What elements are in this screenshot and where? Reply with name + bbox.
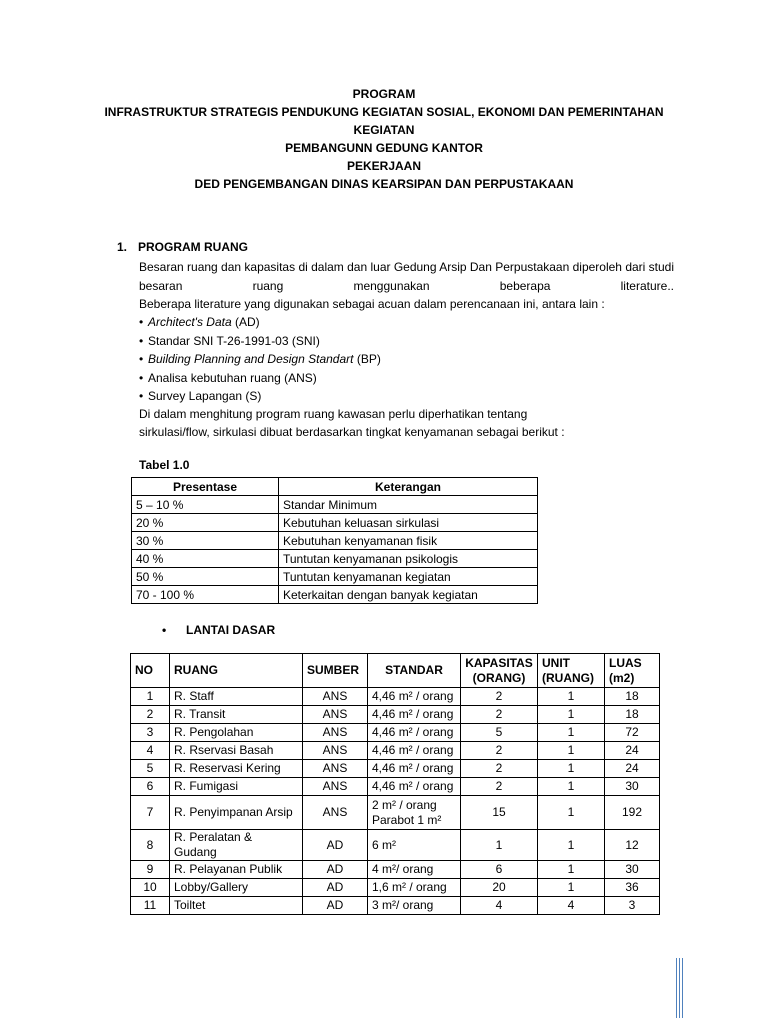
cell-sumber: ANS — [303, 778, 368, 796]
table-row — [132, 550, 538, 568]
standar-line-1: 2 m² / orang — [372, 797, 437, 812]
bullet-glyph: • — [139, 334, 144, 348]
cell-luas: 192 — [605, 796, 660, 830]
cell-unit: 1 — [538, 688, 605, 706]
cell-kapasitas: 1 — [461, 830, 538, 861]
table-1-caption: Tabel 1.0 — [139, 458, 190, 472]
table-row — [131, 879, 660, 897]
cell-sumber: ANS — [303, 796, 368, 830]
section-1-heading — [117, 240, 248, 254]
cell-ruang: R. Rservasi Basah — [170, 742, 303, 760]
table-row — [131, 897, 660, 915]
table-row — [132, 568, 538, 586]
cell-no: 7 — [131, 796, 170, 830]
cell-kapasitas: 2 — [461, 778, 538, 796]
cell-luas: 72 — [605, 724, 660, 742]
cell-presentase: 70 - 100 % — [132, 586, 279, 604]
cell-standar: 1,6 m² / orang — [368, 879, 461, 897]
literature-bullet-1 — [139, 313, 260, 332]
header-line-kegiatan: KEGIATAN — [353, 123, 415, 137]
bullet-italic-text: Building Planning and Design Standart — [148, 352, 354, 366]
header-luas-line-2: (m2) — [609, 670, 635, 685]
table-row — [131, 688, 660, 706]
table-row — [131, 778, 660, 796]
section-1-paragraph-3-line-2: sirkulasi/flow, sirkulasi dibuat berdasarkan tingkat kenyamanan sebagai berikut : — [139, 425, 565, 439]
cell-unit: 1 — [538, 879, 605, 897]
cell-sumber: AD — [303, 897, 368, 915]
table-row — [131, 760, 660, 778]
literature-bullet-4 — [139, 369, 317, 388]
cell-sumber: ANS — [303, 760, 368, 778]
cell-no: 6 — [131, 778, 170, 796]
cell-ruang: R. Staff — [170, 688, 303, 706]
cell-kapasitas: 15 — [461, 796, 538, 830]
cell-no: 11 — [131, 897, 170, 915]
table-row — [131, 796, 660, 830]
bullet-glyph: • — [162, 623, 167, 637]
cell-keterangan: Standar Minimum — [279, 496, 538, 514]
literature-bullet-2 — [139, 332, 320, 351]
header-line-program-name: INFRASTRUKTUR STRATEGIS PENDUKUNG KEGIATAN SOSIAL, EKONOMI DAN PEMERINTAHAN — [104, 105, 664, 119]
cell-ruang: R. Transit — [170, 706, 303, 724]
cell-luas: 30 — [605, 861, 660, 879]
header-line-pekerjaan-name: DED PENGEMBANGAN DINAS KEARSIPAN DAN PERPUSTAKAAN — [194, 177, 574, 191]
cell-no: 8 — [131, 830, 170, 861]
cell-unit: 1 — [538, 724, 605, 742]
table-row — [132, 586, 538, 604]
cell-no: 4 — [131, 742, 170, 760]
cell-standar: 6 m² — [368, 830, 461, 861]
header-line-kegiatan-name: PEMBANGUNN GEDUNG KANTOR — [285, 141, 483, 155]
cell-unit: 1 — [538, 861, 605, 879]
bullet-text: Survey Lapangan (S) — [148, 389, 262, 403]
cell-ruang: R. Penyimpanan Arsip — [170, 796, 303, 830]
header-unit-line-2: (RUANG) — [542, 670, 594, 685]
table-row — [131, 742, 660, 760]
column-header-presentase: Presentase — [132, 478, 279, 496]
column-header-no: NO — [131, 654, 170, 688]
cell-luas: 18 — [605, 706, 660, 724]
table-row — [131, 706, 660, 724]
room-program-table — [130, 653, 660, 915]
cell-presentase: 20 % — [132, 514, 279, 532]
cell-kapasitas: 5 — [461, 724, 538, 742]
bullet-glyph: • — [139, 352, 144, 366]
column-header-luas — [605, 654, 660, 688]
cell-presentase: 30 % — [132, 532, 279, 550]
header-kapasitas-line-2: (ORANG) — [472, 670, 526, 685]
cell-keterangan: Kebutuhan keluasan sirkulasi — [279, 514, 538, 532]
header-line-program: PROGRAM — [352, 87, 416, 101]
column-header-kapasitas — [461, 654, 538, 688]
cell-standar: 4,46 m² / orang — [368, 778, 461, 796]
cell-no: 3 — [131, 724, 170, 742]
cell-luas: 12 — [605, 830, 660, 861]
cell-sumber: AD — [303, 879, 368, 897]
cell-unit: 1 — [538, 706, 605, 724]
cell-ruang: Lobby/Gallery — [170, 879, 303, 897]
cell-kapasitas: 2 — [461, 706, 538, 724]
cell-unit: 1 — [538, 830, 605, 861]
decoration-line — [679, 958, 680, 1018]
section-1-paragraph-1-line-1: Besaran ruang dan kapasitas di dalam dan luar Gedung Arsip Dan Perpustakaan diperoleh dari studi — [139, 260, 675, 274]
section-1-paragraph-2: Beberapa literature yang digunakan sebagai acuan dalam perencanaan ini, antara lain : — [139, 297, 605, 311]
cell-keterangan: Kebutuhan kenyamanan fisik — [279, 532, 538, 550]
header-luas-line-1: LUAS — [609, 655, 642, 670]
cell-keterangan: Tuntutan kenyamanan psikologis — [279, 550, 538, 568]
table-row — [132, 496, 538, 514]
cell-ruang: R. Pelayanan Publik — [170, 861, 303, 879]
cell-unit: 1 — [538, 742, 605, 760]
cell-ruang: R. Reservasi Kering — [170, 760, 303, 778]
cell-standar: 4,46 m² / orang — [368, 742, 461, 760]
bullet-glyph: • — [139, 315, 144, 329]
section-1-number: 1. — [117, 240, 128, 254]
section-1-paragraph-3-line-1: Di dalam menghitung program ruang kawasan perlu diperhatikan tentang — [139, 407, 528, 421]
cell-luas: 18 — [605, 688, 660, 706]
cell-sumber: AD — [303, 861, 368, 879]
cell-kapasitas: 2 — [461, 688, 538, 706]
cell-unit: 1 — [538, 796, 605, 830]
column-header-unit — [538, 654, 605, 688]
cell-standar: 4,46 m² / orang — [368, 760, 461, 778]
column-header-sumber: SUMBER — [303, 654, 368, 688]
cell-no: 9 — [131, 861, 170, 879]
cell-presentase: 40 % — [132, 550, 279, 568]
lantai-dasar-heading — [162, 623, 275, 637]
literature-bullet-3 — [139, 350, 381, 369]
cell-presentase: 5 – 10 % — [132, 496, 279, 514]
table-row — [131, 830, 660, 861]
column-header-standar: STANDAR — [368, 654, 461, 688]
cell-standar: 4 m²/ orang — [368, 861, 461, 879]
cell-unit: 1 — [538, 760, 605, 778]
cell-standar: 4,46 m² / orang — [368, 706, 461, 724]
cell-unit: 4 — [538, 897, 605, 915]
bullet-text: (AD) — [231, 315, 260, 329]
section-1-title: PROGRAM RUANG — [138, 240, 248, 254]
standar-line-2: Parabot 1 m² — [372, 812, 442, 827]
cell-kapasitas: 2 — [461, 742, 538, 760]
cell-standar: 4,46 m² / orang — [368, 688, 461, 706]
column-header-ruang: RUANG — [170, 654, 303, 688]
cell-no: 5 — [131, 760, 170, 778]
literature-bullet-5 — [139, 387, 261, 406]
cell-ruang: R. Peralatan & Gudang — [170, 830, 303, 861]
cell-keterangan: Tuntutan kenyamanan kegiatan — [279, 568, 538, 586]
circulation-table — [131, 477, 538, 604]
cell-sumber: ANS — [303, 706, 368, 724]
table-row — [132, 532, 538, 550]
table-row — [132, 514, 538, 532]
cell-ruang: Toiltet — [170, 897, 303, 915]
cell-kapasitas: 2 — [461, 760, 538, 778]
cell-sumber: ANS — [303, 742, 368, 760]
cell-kapasitas: 20 — [461, 879, 538, 897]
cell-ruang: R. Fumigasi — [170, 778, 303, 796]
bullet-text: Analisa kebutuhan ruang (ANS) — [148, 371, 317, 385]
decoration-line — [682, 958, 683, 1018]
cell-luas: 36 — [605, 879, 660, 897]
cell-no: 2 — [131, 706, 170, 724]
cell-ruang: R. Pengolahan — [170, 724, 303, 742]
bullet-glyph: • — [139, 389, 144, 403]
cell-keterangan: Keterkaitan dengan banyak kegiatan — [279, 586, 538, 604]
cell-no: 10 — [131, 879, 170, 897]
cell-no: 1 — [131, 688, 170, 706]
table-row — [131, 724, 660, 742]
section-1-paragraph-1-line-2: besaran ruang menggunakan beberapa literature.. — [139, 279, 674, 293]
bullet-glyph: • — [139, 371, 144, 385]
lantai-dasar-title: LANTAI DASAR — [186, 623, 276, 637]
bullet-text: (BP) — [353, 352, 381, 366]
cell-sumber: ANS — [303, 688, 368, 706]
column-header-keterangan: Keterangan — [279, 478, 538, 496]
header-line-pekerjaan: PEKERJAAN — [346, 159, 421, 173]
cell-luas: 30 — [605, 778, 660, 796]
cell-presentase: 50 % — [132, 568, 279, 586]
cell-kapasitas: 4 — [461, 897, 538, 915]
cell-luas: 3 — [605, 897, 660, 915]
cell-sumber: ANS — [303, 724, 368, 742]
bullet-italic-text: Architect's Data — [148, 315, 232, 329]
decoration-line — [676, 958, 677, 1018]
cell-kapasitas: 6 — [461, 861, 538, 879]
cell-luas: 24 — [605, 760, 660, 778]
table-row — [131, 861, 660, 879]
cell-standar — [368, 796, 461, 830]
table-header-row — [131, 654, 660, 688]
header-kapasitas-line-1: KAPASITAS — [465, 655, 533, 670]
cell-unit: 1 — [538, 778, 605, 796]
table-header-row — [132, 478, 538, 496]
cell-sumber: AD — [303, 830, 368, 861]
cell-standar: 3 m²/ orang — [368, 897, 461, 915]
header-unit-line-1: UNIT — [542, 655, 570, 670]
bullet-text: Standar SNI T-26-1991-03 (SNI) — [148, 334, 320, 348]
cell-standar: 4,46 m² / orang — [368, 724, 461, 742]
cell-luas: 24 — [605, 742, 660, 760]
